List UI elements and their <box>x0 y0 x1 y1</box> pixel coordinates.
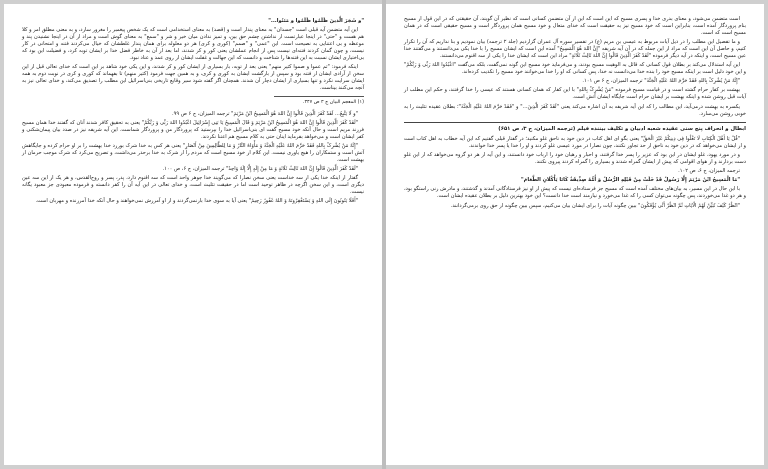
paragraph: "إِنَّهُ مَنْ یُشْرِکْ بِاللهِ فَقَدْ حَرَّمَ اللهُ عَلَیْهِ الْجَنَّةَ" ترجمه المیزان، ج ۶ ص ۱۰۱. <box>582 78 740 85</box>
paragraph: "لَقَدْ کَفَرَ الَّذِینَ قَالُوا إِنَّ اللهَ ثَالِثُ ثَلَاثَةٍ وَ مَا مِنْ إِلَهٍ إِلَّا إِلَهٌ وَاحِدٌ" ترجمه المیزان، ج ۶، ص ۱۰۰. <box>162 165 358 172</box>
section-title: ابطال و انحراف پنج سنی عقیده شعبه ادبیان و تکلیف بیننده فیلم (ترجمه المیزان، ج ۳، ص ۶۵۱) <box>498 126 746 133</box>
paragraph: "انْظُرْ کَیْفَ نُبَیِّنُ لَهُمُ الْآیَاتِ ثُمَّ انْظُرْ أَنَّى یُؤْفَکُونَ" ببین چگونه آیات را برای ایشان بیان می‌کنیم، سپس ببین چگونه از حق روی برمی‌گردانند. <box>450 202 740 209</box>
paragraph: اینکه فرمود: "ثم عموا و صموا کثیر منهم" یعنی بعد از توبه، باز بسیاری از ایشان کور و کر شدند، و این یکی خود شاهد بر این است که خدای تعالی قبل از این سخن از آزادی ایشان از فتنه بود و سپس از بازگشت ایشان به کوری و کری، و به همین جهت فرمود (کثیر منهم) تا بفهماند که کوری و کری در نوبت دوم به همه ایشان سرایت نکرد و تنها بسیاری از ایشان دچار آن شدند. همچنان اگر گفته شود سیر وقایع تاریخی بنی‌اسرائیل این مطلب را تصدیق می‌کند، و خدای تعالی نیز به آنچه می‌کنند بیناست. <box>22 64 364 92</box>
paragraph: یکسره به بهشت درمی‌آید، این مطالب را که این آیه شریفه به آن اشاره می‌کند یعنی "لَقَدْ کَفَرَ الَّذِینَ..." و "فَقَدْ حَرَّمَ اللهُ عَلَیْهِ الْجَنَّةَ"؛ بطلان عقیده تثلیث را به خوبی روشن می‌سازد. <box>404 103 746 117</box>
paragraph: و ما تفصیل این مطلب را در ذیل آیات مربوط به عیسی بن مریم (ع) در تفسیر سوره آل عمران گزاردیم (جلد ۲ ترجمه) بیان نمودیم و بنا نداریم که آن را تکرار کنیم، و حاصل آن این است که مراد از این جمله که در آن آیه شریفه "إِنَّ اللهَ هُوَ الْمَسِیحُ" آمده این است که ایشان مسیح را با خدا یکی می‌دانستند و می‌گفتند خدا عین مسیح است، و اینکه در آیه دیگر فرموده "لَقَدْ کَفَرَ الَّذِینَ قَالُوا إِنَّ اللهَ ثَالِثُ ثَلَاثَةٍ" مراد این است که ایشان خدا را یکی از سه اقنوم می‌دانستند. <box>404 39 746 60</box>
paragraph: "أَفَلَا یَتُوبُونَ إِلَى اللهِ وَ یَسْتَغْفِرُونَهُ وَ اللهُ غَفُورٌ رَحِیمٌ" یعنی آیا به سوی خدا بازنمی‌گردند و از او آمرزش نمی‌خواهند و حال آنکه خدا آمرزنده و مهربان است. <box>35 198 358 205</box>
verse-quote: "مَا الْمَسِیحُ ابْنُ مَرْیَمَ إِلَّا رَسُولٌ قَدْ خَلَتْ مِنْ قَبْلِهِ الرُّسُلُ وَ أُمُّهُ صِدِّیقَةٌ کَانَا یَأْکُلَانِ الطَّعَامَ" <box>521 177 740 184</box>
paragraph: "إِنَّهُ مَنْ یُشْرِکْ بِاللهِ فَقَدْ حَرَّمَ اللهُ عَلَیْهِ الْجَنَّةَ وَ مَأْوَاهُ النَّارُ وَ مَا لِلظَّالِمِینَ مِنْ أَنْصَارٍ" یعنی هر کس به خدا شرک بورزد خدا بهشت را بر او حرام کرده و جایگاهش آتش است و ستمکاران را هیچ یاوری نیست. این کلام از خود مسیح است که مردم را از شرک به خدا برحذر می‌داشت، و تصریح می‌کرد که شرک موجب حرمان از بهشت است. <box>22 142 364 163</box>
opening-verse: "و شَجَرَ الَّذینَ ظَلَمُوا ظَلَمُوا و مَنَنُوا..." <box>268 18 364 24</box>
paragraph: بهشت بر کفار حرام گشته است و در قیامت مسیح فرموده "مَنْ یُشْرِکْ بِاللهِ" با این کفار که همان کسانی هستند که عیسی را خدا گرفتند، و حکم این مطلب از آیات قبل روشن شده و اینکه بهشت بر ایشان حرام است جایگاه ایشان آتش است. <box>404 87 746 101</box>
paragraph: است متضمن می‌شود، و معنای بدری خدا و پسری مسیح که این است که این از آن متضمن کسانی است که نظیر آن گویند، آن حقیقتی که در این قول از مسیح بنام پروردگار آمده است، بنابراین است که خود مسیح نیز به حقیقت است که خدای متعال و خود مسیح همان پروردگار است و مسیح حقیقی است که در همان مسیح است که است. <box>404 16 746 37</box>
paragraph: ترجمه المیزان، ج ۶، ص ۱۰۲. <box>678 168 740 175</box>
paragraph: با این حال در این مسیر، به بیان‌های مختلف آمده است که مسیح جز فرستاده‌ای نیست که پیش از او نیز فرستادگانی آمدند و گذشتند، و مادرش زنی راستگو بود، و هر دو غذا می‌خوردند، پس چگونه می‌توان کسی را که غذا می‌خورد و نیازمند است خدا دانست؟ این خود بهترین دلیل بر بطلان عقیده ایشان است. <box>404 186 746 200</box>
left-page <box>4 4 382 465</box>
section-divider <box>404 122 746 123</box>
paragraph: "و لَا یَتَّبِعُ... لَقَدْ کَفَرَ الَّذِینَ قَالُوا إِنَّ اللهَ هُوَ الْمَسِیحُ ابْنُ مَرْیَمَ" ترجمه المیزان، ج ۶ ص ۹۹. <box>171 110 358 117</box>
paragraph: گفتار از اینکه خدا یکی از سه خداست یعنی سخن نصارا که می‌گویند خدا جوهر واحد است که سه اقنوم دارد، پدر، پسر و روح‌القدس، و هر یک از این سه عین دیگری است، و این سخن اگرچه در ظاهر توحید است اما در حقیقت تثلیث است، و خدای تعالی در این آیه آن را کفر دانسته و فرموده معبودی جز معبود یگانه نیست. <box>22 174 364 195</box>
paragraph: این آیه استدلال می‌کند بر بطلان قول کسانی که قائل به الوهیت مسیح بودند، و می‌فرماید خود مسیح این گونه نمی‌گفت، بلکه می‌گفت "اعْبُدُوا اللهَ رَبِّی وَ رَبَّکُمْ" و این خود دلیل است بر اینکه مسیح خود را بنده خدا می‌دانست نه خدا، پس کسانی که او را خدا می‌خوانند خود مسیح را تکذیب کرده‌اند. <box>404 62 746 76</box>
footnote: (۱) المعجم البیان ج ۳ ص ۳۴۷. <box>274 96 364 106</box>
paragraph: این آیه متضمن آیه قبلی است "جسدان" به معنای پندار است و (قصد) به معنای استخدامی است که یک شخص پیغمبر را مغرور سازد، و به معنی مطلق امر و کلا هم هست و "حتی" در اینجا عبارتست از نداشتن چشم حق بین، و تمیز ندادن میان خیر و شر و "سمع" به معنای گوش است و مراد از آن در اینجا نشنیدن پند و موعظه و بی اعتنایی به نصیحت است. این "عمی" و "صمم" (کوری و کری) هر دو معلوله برای همان پندار غلطشان که خیال می‌کردند فتنه و امتحانی در کار نیست، و چون گمان کردند فتنه‌ای نیست پس از انجام عملشان یعنی کور و کر شدند، اما بعد از آن به خاطر فضل خدا بر ایشان توبه کرد، و فضیلت این بود که بی‌اختیاری ایشان نسبت به این فتنه‌ها را شناخت و دانست که این جهالت و غفلت ایشان از روی عمد و عناد نبود. <box>22 27 364 62</box>
right-page <box>386 4 764 465</box>
paragraph: "قُلْ یَا أَهْلَ الْکِتَابِ لَا تَغْلُوا فِی دِینِکُمْ غَیْرَ الْحَقِّ" یعنی بگو ای اهل کتاب در دین خود به ناحق غلو مکنید؛ در گفتار قبلی گفتیم که این آیه خطاب به اهل کتاب است و از ایشان می‌خواهد که در دین خود به ناحق از حد تجاوز نکنند، چون نصارا در مورد عیسی غلو کردند و او را خدا یا پسر خدا خواندند. <box>404 136 746 150</box>
paragraph: "لَقَدْ کَفَرَ الَّذِینَ قَالُوا إِنَّ اللهَ هُوَ الْمَسِیحُ ابْنُ مَرْیَمَ وَ قَالَ الْمَسِیحُ یَا بَنِی إِسْرَائِیلَ اعْبُدُوا اللهَ رَبِّی وَ رَبَّکُمْ" یعنی به تحقیق کافر شدند آنان که گفتند خدا همان مسیح فرزند مریم است و حال آنکه خود مسیح گفت ای بنی‌اسرائیل خدا را بپرستید که پروردگار من و پروردگار شماست. این آیه شریفه نیز در صدد بیان پیمان‌شکنی و کفر ایشان است و می‌خواهد بفرماید اینان حتی به کلام مسیح هم اعتنا نکردند. <box>22 119 364 140</box>
paragraph: و در مورد یهود، غلو ایشان در این بود که عزیر را پسر خدا گرفتند، و احبار و رهبان خود را ارباب خود دانستند، و این آیه از هر دو گروه می‌خواهد که از این غلو دست بردارند و از هوای اقوامی که پیش از ایشان گمراه شدند و بسیاری را گمراه کردند پیروی نکنند. <box>404 152 746 166</box>
